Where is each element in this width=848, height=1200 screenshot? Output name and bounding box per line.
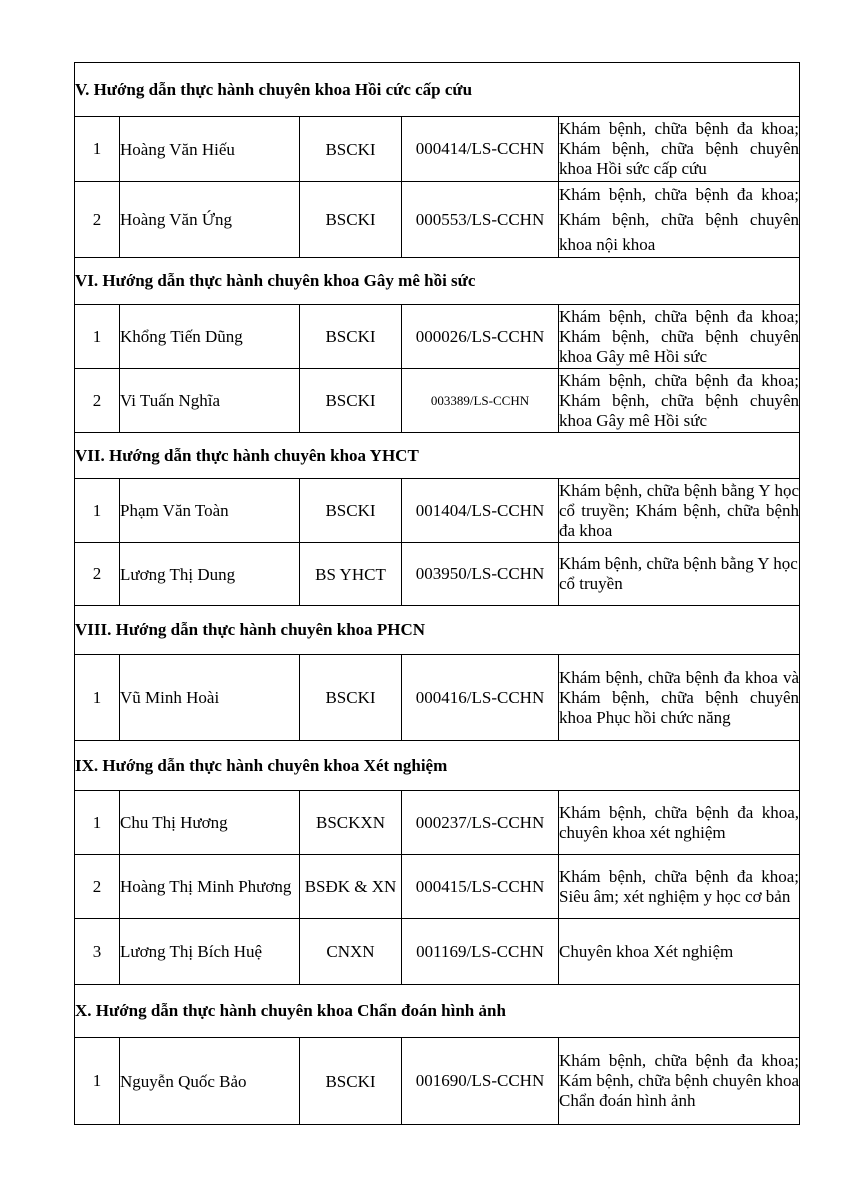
- row-number: 1: [75, 117, 120, 182]
- row-number: 1: [75, 305, 120, 369]
- section-title: VII. Hướng dẫn thực hành chuyên khoa YHCT: [75, 433, 800, 479]
- certificate-number: 000415/LS-CCHN: [402, 855, 559, 919]
- row-number: 1: [75, 655, 120, 741]
- table-row: [75, 182, 800, 258]
- table-row: [75, 369, 800, 433]
- table-row: [75, 855, 800, 919]
- row-number: 2: [75, 369, 120, 433]
- practitioner-name: Hoàng Thị Minh Phương: [120, 855, 300, 919]
- practitioner-name: Hoàng Văn Ứng: [120, 182, 300, 258]
- practitioner-name: Vi Tuấn Nghĩa: [120, 369, 300, 433]
- section-title: VIII. Hướng dẫn thực hành chuyên khoa PHCN: [75, 606, 800, 655]
- practice-scope: Khám bệnh, chữa bệnh đa khoa; Khám bệnh, chữa bệnh chuyên khoa Hồi sức cấp cứu: [559, 117, 800, 182]
- certificate-number: 000414/LS-CCHN: [402, 117, 559, 182]
- row-number: 2: [75, 543, 120, 606]
- section-header-row: [75, 985, 800, 1038]
- practice-scope: Khám bệnh, chữa bệnh đa khoa; Khám bệnh, chữa bệnh chuyên khoa Gây mê Hồi sức: [559, 369, 800, 433]
- practitioner-name: Chu Thị Hương: [120, 791, 300, 855]
- section-header-row: [75, 433, 800, 479]
- section-title: V. Hướng dẫn thực hành chuyên khoa Hồi cức cấp cứu: [75, 63, 800, 117]
- degree: BSCKI: [300, 369, 402, 433]
- table-row: [75, 919, 800, 985]
- practitioner-name: Phạm Văn Toàn: [120, 479, 300, 543]
- practitioner-name: Vũ Minh Hoài: [120, 655, 300, 741]
- section-header-row: [75, 63, 800, 117]
- degree: BSCKI: [300, 305, 402, 369]
- degree: CNXN: [300, 919, 402, 985]
- section-title: IX. Hướng dẫn thực hành chuyên khoa Xét nghiệm: [75, 741, 800, 791]
- practitioner-name: Nguyễn Quốc Bảo: [120, 1038, 300, 1125]
- practice-scope: Khám bệnh, chữa bệnh đa khoa; Siêu âm; xét nghiệm y học cơ bản: [559, 855, 800, 919]
- row-number: 1: [75, 791, 120, 855]
- section-header-row: [75, 741, 800, 791]
- table-row: [75, 543, 800, 606]
- table-row: [75, 117, 800, 182]
- practice-scope: Khám bệnh, chữa bệnh đa khoa; Kám bệnh, chữa bệnh chuyên khoa Chẩn đoán hình ảnh: [559, 1038, 800, 1125]
- certificate-number: 000553/LS-CCHN: [402, 182, 559, 258]
- practice-scope: Khám bệnh, chữa bệnh bằng Y học cổ truyền; Khám bệnh, chữa bệnh đa khoa: [559, 479, 800, 543]
- table-row: [75, 1038, 800, 1125]
- certificate-number: 003950/LS-CCHN: [402, 543, 559, 606]
- practitioner-name: Hoàng Văn Hiếu: [120, 117, 300, 182]
- row-number: 1: [75, 479, 120, 543]
- practitioner-name: Lương Thị Dung: [120, 543, 300, 606]
- table-row: [75, 791, 800, 855]
- certificate-number: 001404/LS-CCHN: [402, 479, 559, 543]
- practice-scope: Khám bệnh, chữa bệnh đa khoa; Khám bệnh, chữa bệnh chuyên khoa Gây mê Hồi sức: [559, 305, 800, 369]
- section-header-row: [75, 606, 800, 655]
- degree: BSCKI: [300, 479, 402, 543]
- practitioner-name: Lương Thị Bích Huệ: [120, 919, 300, 985]
- practice-scope: Khám bệnh, chữa bệnh đa khoa và Khám bệnh, chữa bệnh chuyên khoa Phục hồi chức năng: [559, 655, 800, 741]
- certificate-number: 001169/LS-CCHN: [402, 919, 559, 985]
- practitioner-name: Khổng Tiến Dũng: [120, 305, 300, 369]
- row-number: 3: [75, 919, 120, 985]
- degree: BS YHCT: [300, 543, 402, 606]
- practice-scope: Khám bệnh, chữa bệnh bằng Y học cổ truyền: [559, 543, 800, 606]
- certificate-number: 000237/LS-CCHN: [402, 791, 559, 855]
- practice-scope: Khám bệnh, chữa bệnh đa khoa, chuyên khoa xét nghiệm: [559, 791, 800, 855]
- section-header-row: [75, 258, 800, 305]
- degree: BSCKI: [300, 182, 402, 258]
- practice-scope: Chuyên khoa Xét nghiệm: [559, 919, 800, 985]
- degree: BSĐK & XN: [300, 855, 402, 919]
- certificate-number: 000416/LS-CCHN: [402, 655, 559, 741]
- certificate-number: 001690/LS-CCHN: [402, 1038, 559, 1125]
- section-title: X. Hướng dẫn thực hành chuyên khoa Chẩn đoán hình ảnh: [75, 985, 800, 1038]
- table-row: [75, 305, 800, 369]
- practice-scope: Khám bệnh, chữa bệnh đa khoa; Khám bệnh, chữa bệnh chuyên khoa nội khoa: [559, 182, 800, 258]
- degree: BSCKI: [300, 117, 402, 182]
- degree: BSCKXN: [300, 791, 402, 855]
- row-number: 1: [75, 1038, 120, 1125]
- row-number: 2: [75, 182, 120, 258]
- row-number: 2: [75, 855, 120, 919]
- section-title: VI. Hướng dẫn thực hành chuyên khoa Gây mê hồi sức: [75, 258, 800, 305]
- certificate-number: 003389/LS-CCHN: [402, 369, 559, 433]
- practitioner-table: [74, 62, 800, 1125]
- table-row: [75, 655, 800, 741]
- degree: BSCKI: [300, 655, 402, 741]
- degree: BSCKI: [300, 1038, 402, 1125]
- certificate-number: 000026/LS-CCHN: [402, 305, 559, 369]
- table-row: [75, 479, 800, 543]
